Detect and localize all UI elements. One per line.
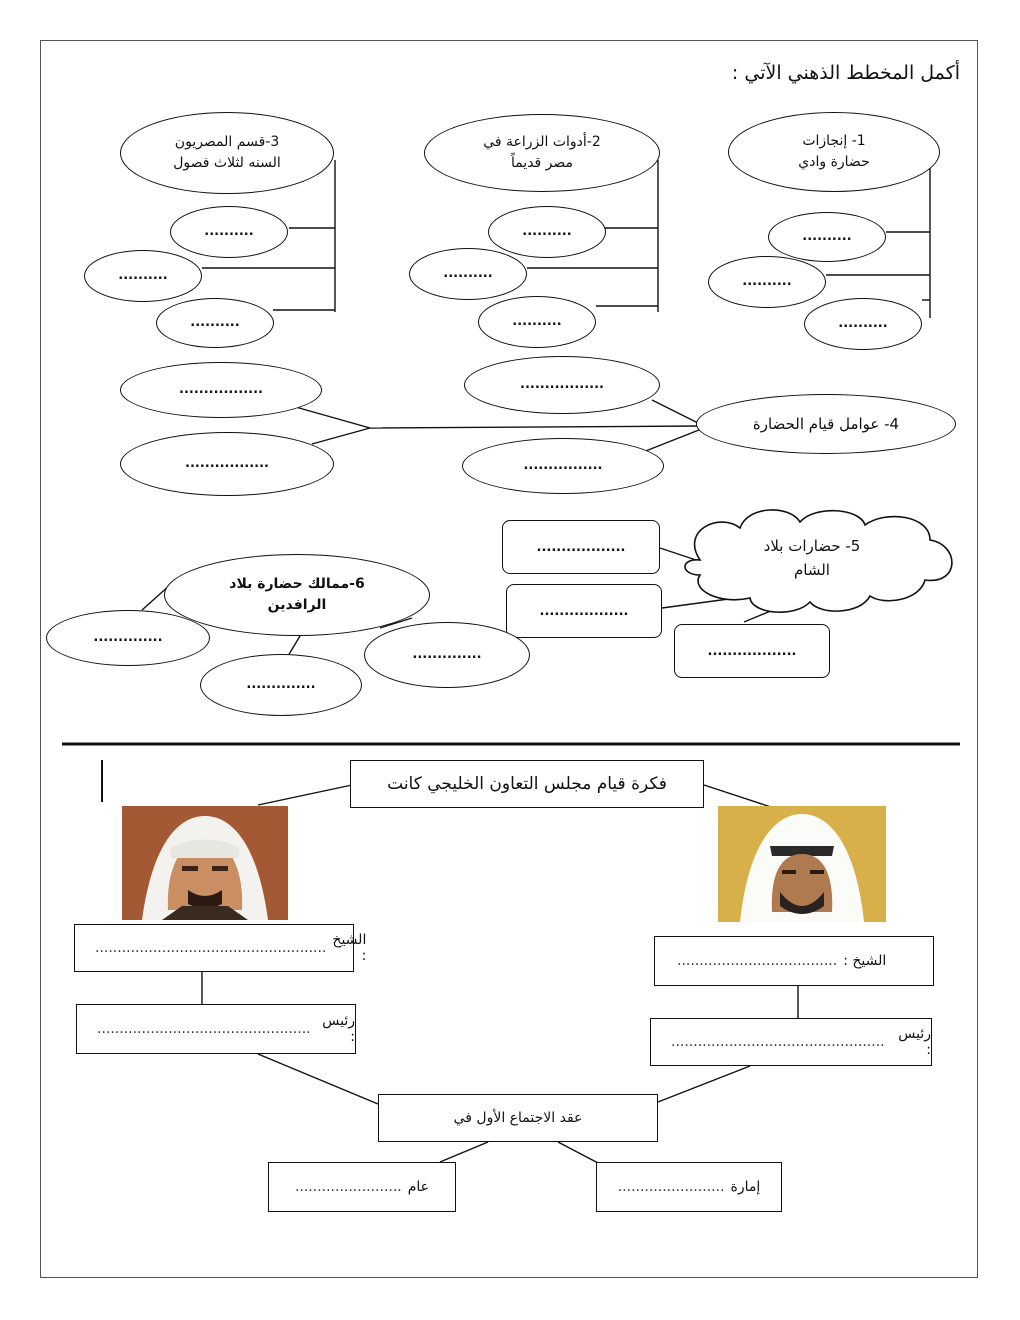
node6-line2: الرافدين bbox=[267, 597, 327, 613]
left-president-blank[interactable]: ................................................ bbox=[97, 1021, 311, 1037]
right-sheikh-box bbox=[654, 936, 934, 986]
node3-blank-2[interactable]: .......... bbox=[84, 250, 202, 302]
node5-blank-2[interactable]: .................. bbox=[506, 584, 662, 638]
node3-seasons bbox=[120, 112, 334, 194]
gcc-heading: فكرة قيام مجلس التعاون الخليجي كانت bbox=[350, 760, 704, 808]
node2-line1: 2-أدوات الزراعة في bbox=[483, 134, 601, 150]
right-sheikh-blank[interactable]: .................................... bbox=[677, 953, 838, 969]
right-president-label: رئيس : bbox=[898, 1026, 931, 1058]
node4-blank-4[interactable]: ................. bbox=[120, 432, 334, 496]
node2-blank-2[interactable]: .......... bbox=[409, 248, 527, 300]
node5-blank-1[interactable]: .................. bbox=[502, 520, 660, 574]
node5-line2: الشام bbox=[794, 561, 830, 579]
year-blank[interactable]: ........................ bbox=[294, 1179, 402, 1195]
node4-blank-3[interactable]: ................. bbox=[120, 362, 322, 418]
node1-achievements bbox=[728, 112, 940, 192]
emirate-blank[interactable]: ........................ bbox=[617, 1179, 725, 1195]
node5-line1: 5- حضارات بلاد bbox=[763, 537, 861, 555]
left-sheikh-box bbox=[74, 924, 367, 972]
first-meeting-box: عقد الاجتماع الأول في bbox=[378, 1094, 658, 1142]
node6-blank-3[interactable]: .............. bbox=[364, 622, 530, 688]
node3-line1: 3-قسم المصريون bbox=[174, 134, 280, 150]
emirate-box bbox=[596, 1162, 782, 1212]
node5-blank-3[interactable]: .................. bbox=[674, 624, 830, 678]
node1-blank-2[interactable]: .......... bbox=[708, 256, 826, 308]
node6-blank-2[interactable]: .............. bbox=[200, 654, 362, 716]
node6-line1: 6-ممالك حضارة بلاد bbox=[229, 576, 365, 592]
node6-blank-1[interactable]: .............. bbox=[46, 610, 210, 666]
node1-blank-3[interactable]: .......... bbox=[804, 298, 922, 350]
right-sheikh-label: الشيخ : bbox=[843, 953, 887, 969]
node2-line2: مصر قديماً bbox=[510, 155, 574, 171]
node1-line2: حضارة وادي bbox=[798, 154, 870, 170]
node4-blank-1[interactable]: ................. bbox=[464, 356, 660, 414]
node4-blank-2[interactable]: ................ bbox=[462, 438, 664, 494]
node3-blank-3[interactable]: .......... bbox=[156, 298, 274, 348]
emirate-label: إمارة bbox=[730, 1179, 761, 1195]
right-president-blank[interactable]: ................................................ bbox=[671, 1034, 885, 1050]
year-box bbox=[268, 1162, 456, 1212]
right-president-box bbox=[650, 1018, 932, 1066]
left-president-box bbox=[76, 1004, 356, 1054]
node4-civilization-factors: 4- عوامل قيام الحضارة bbox=[696, 394, 956, 454]
node1-blank-1[interactable]: .......... bbox=[768, 212, 886, 262]
instruction-title: أكمل المخطط الذهني الآتي : bbox=[731, 62, 960, 84]
year-label: عام bbox=[407, 1179, 430, 1195]
node2-blank-1[interactable]: .......... bbox=[488, 206, 606, 258]
portrait-left-image bbox=[122, 806, 288, 920]
node1-line1: 1- إنجازات bbox=[802, 133, 866, 149]
node2-farming-tools bbox=[424, 114, 660, 192]
portrait-right-image bbox=[718, 806, 886, 922]
left-president-label: رئيس : bbox=[322, 1013, 355, 1045]
node3-blank-1[interactable]: .......... bbox=[170, 206, 288, 258]
portrait-left bbox=[122, 806, 288, 920]
node5-levant-civilizations bbox=[712, 534, 912, 582]
portrait-right bbox=[718, 806, 886, 922]
left-sheikh-blank[interactable]: .................................................... bbox=[95, 940, 327, 956]
left-sheikh-label: الشيخ : bbox=[332, 932, 367, 964]
node6-mesopotamia bbox=[164, 554, 430, 636]
node2-blank-3[interactable]: .......... bbox=[478, 296, 596, 348]
node3-line2: السنه لثلاث فصول bbox=[173, 155, 281, 171]
